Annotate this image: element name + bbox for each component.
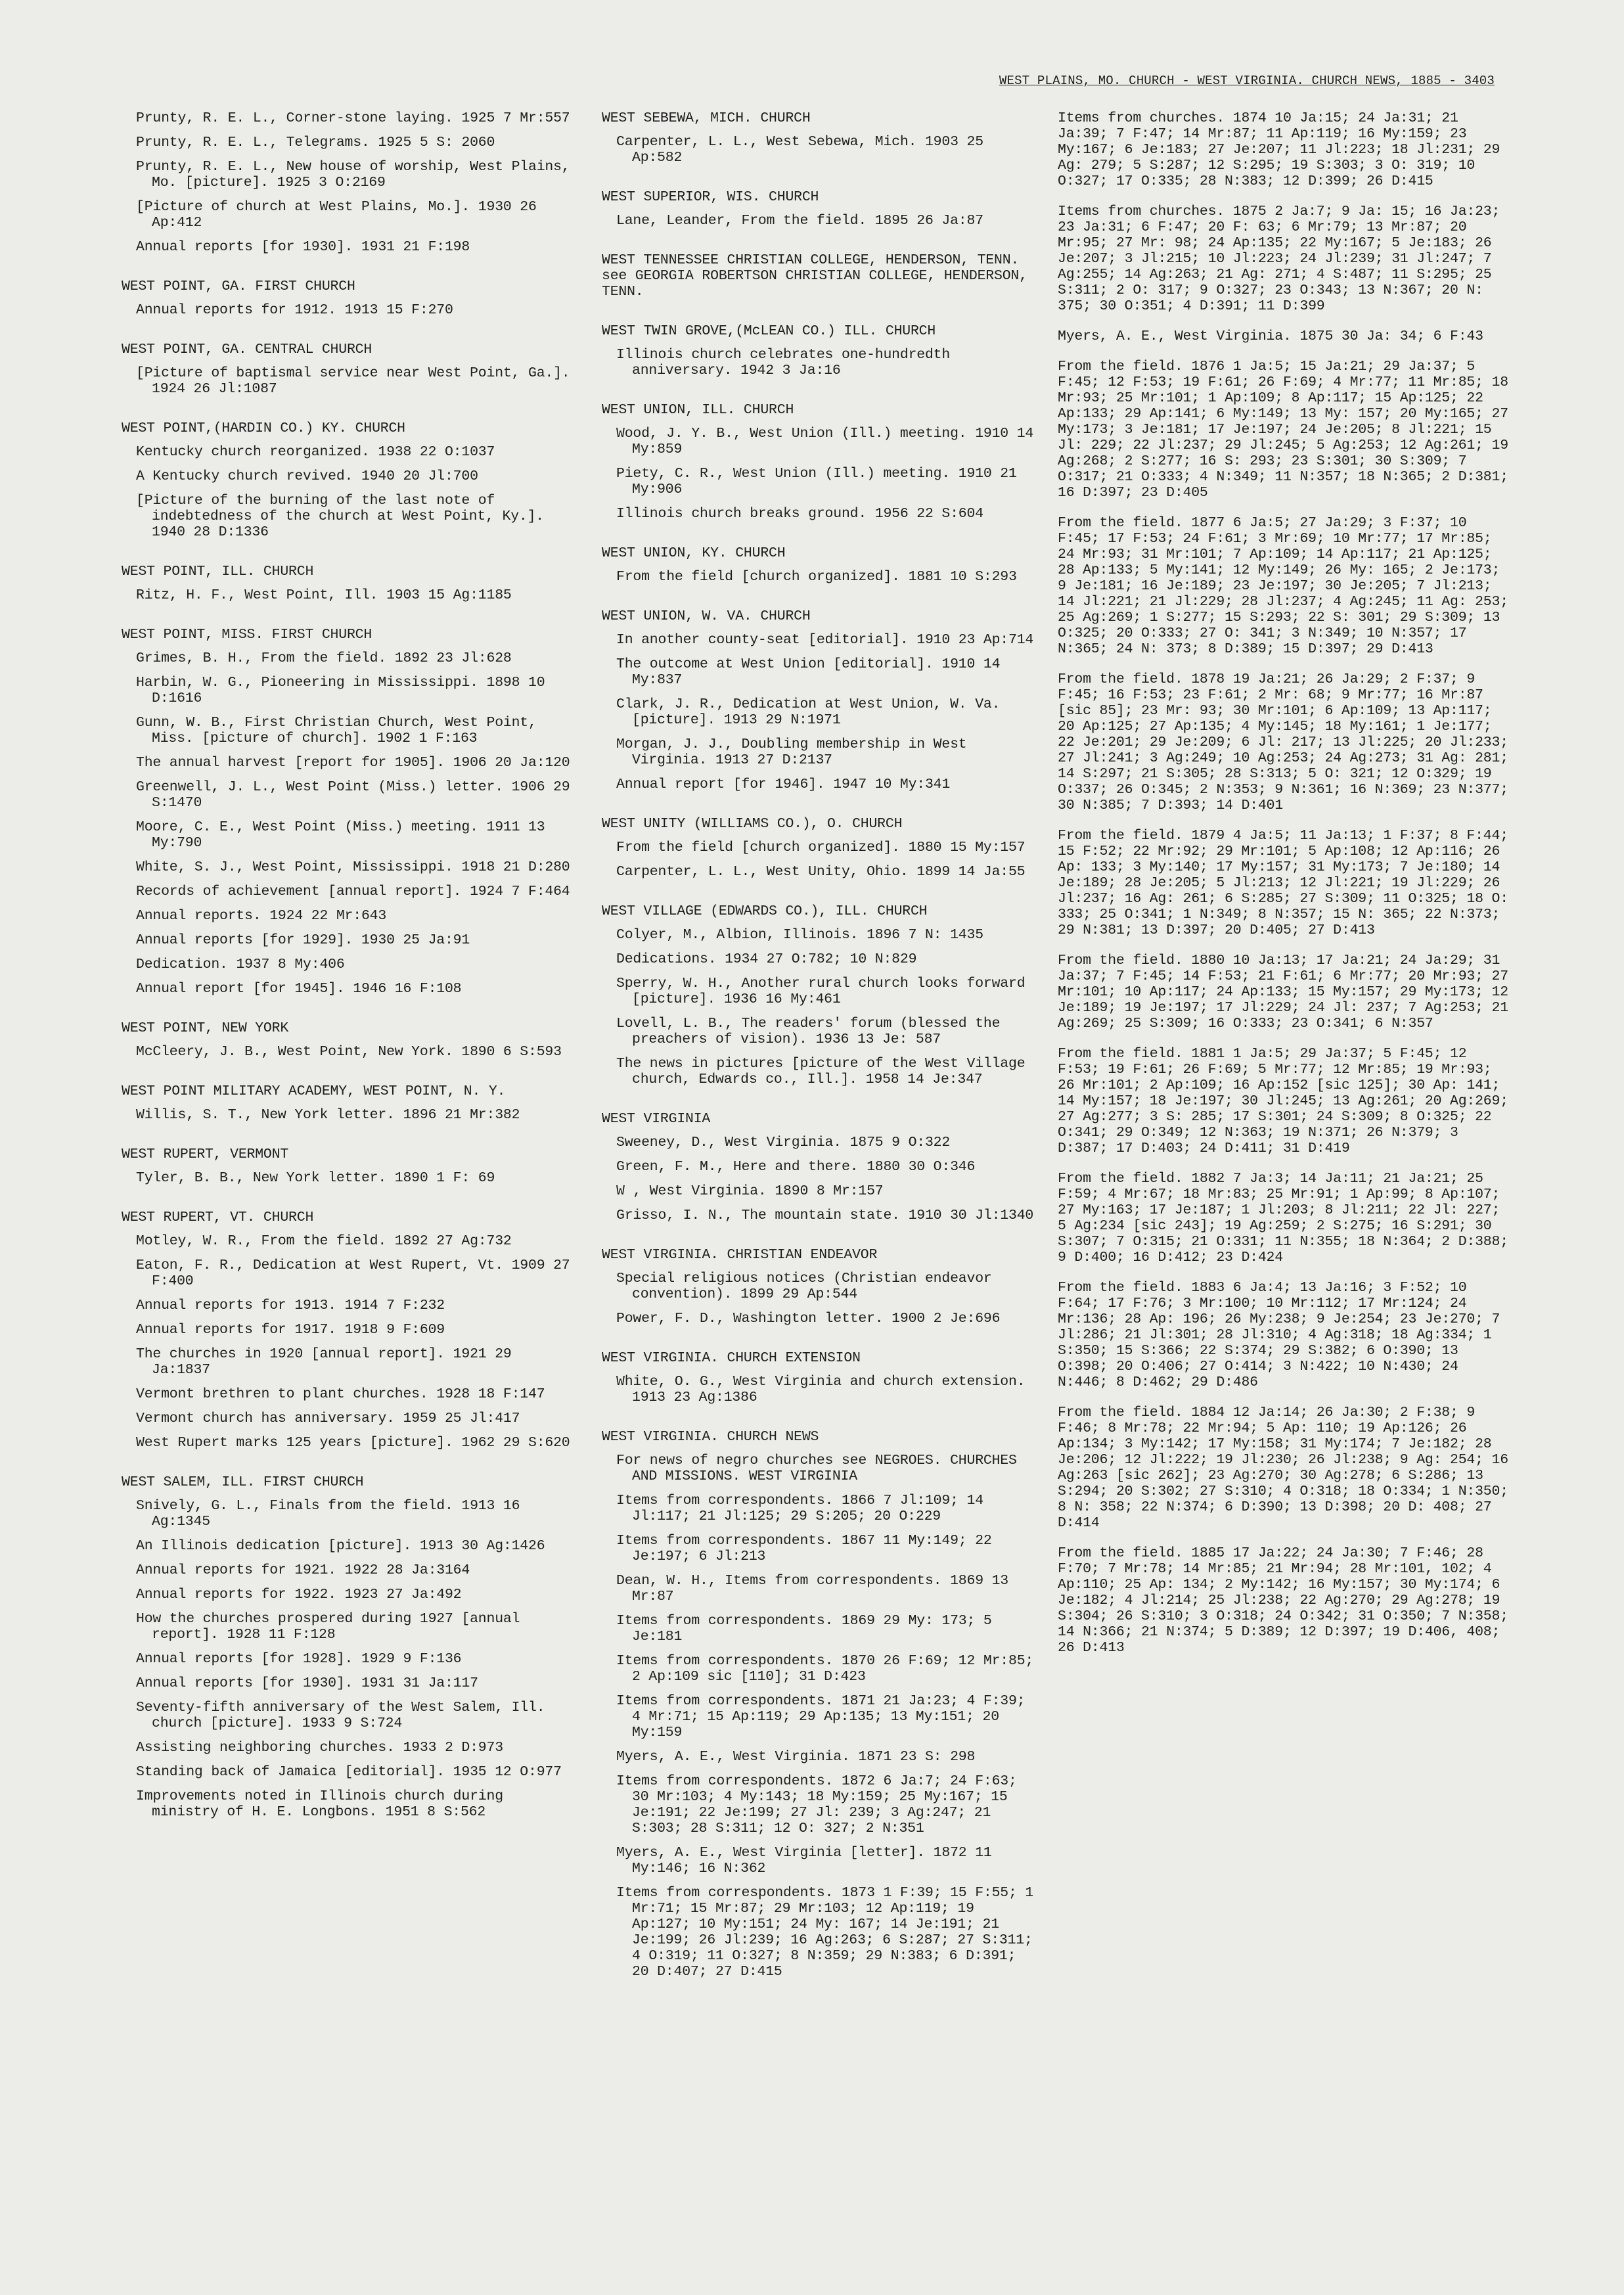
section-heading: WEST RUPERT, VT. CHURCH — [122, 1210, 314, 1225]
index-section — [122, 1210, 575, 1451]
section-heading: WEST POINT, ILL. CHURCH — [122, 564, 314, 579]
index-section — [602, 1247, 1035, 1327]
index-section — [602, 1350, 1035, 1405]
index-entry: Gunn, W. B., First Christian Church, West Point, Miss. [picture of church]. 1902 1 F:163 — [136, 715, 537, 746]
section-heading: WEST POINT MILITARY ACADEMY, WEST POINT, N. Y. — [122, 1083, 506, 1099]
index-entry: Annual reports for 1912. 1913 15 F:270 — [136, 302, 453, 318]
index-entry: Items from correspondents. 1872 6 Ja:7; 24 F:63; 30 Mr:103; 4 My:143; 18 My:159; 25 My:167; 15 Je:191; 22 Je:199; 27 Jl: 239; 3 Ag:247; 21 S:303; 28 S:311; 12 O: 327; 2 N:351 — [616, 1773, 1017, 1836]
index-entry: [Picture of church at West Plains, Mo.]. 1930 26 Ap:412 — [136, 199, 537, 231]
section-heading: WEST SEBEWA, MICH. CHURCH — [602, 110, 811, 126]
index-section — [602, 1429, 1035, 1980]
index-entry: A Kentucky church revived. 1940 20 Jl:700 — [136, 468, 478, 484]
section-heading: WEST SUPERIOR, WIS. CHURCH — [602, 189, 819, 205]
index-entry: From the field. 1876 1 Ja:5; 15 Ja:21; 29 Ja:37; 5 F:45; 12 F:53; 19 F:61; 26 F:69; 4 Mr:77; 11 Mr:85; 18 Mr:93; 25 Mr:101; 1 Ap:109; 8 Ap:117; 15 Ap:125; 22 Ap:133; 29 Ap:141; 6 My:149; 13 My: 157; 20 My:165; 27 My:173; 3 Je:181; 17 Je:197; 24 Je:205; 8 Jl:221; 15 Jl: 229; 22 Jl:237; 29 Jl:245; 5 Ag:253; 12 Ag:261; 19 Ag:268; 2 S:277; 16 S: 293; 23 S:301; 30 S:309; 7 O:317; 21 O:333; 4 N:349; 11 N:357; 18 N:365; 2 D:381; 16 D:397; 23 D:405 — [1058, 359, 1508, 501]
index-section — [602, 608, 1035, 792]
column-1 — [122, 110, 575, 1829]
index-entry: Prunty, R. E. L., Corner-stone laying. 1925 7 Mr:557 — [136, 110, 570, 126]
index-entry: Vermont church has anniversary. 1959 25 Jl:417 — [136, 1411, 520, 1426]
index-entry: Items from correspondents. 1873 1 F:39; 15 F:55; 1 Mr:71; 15 Mr:87; 29 Mr:103; 12 Ap:119; 19 Ap:127; 10 My:151; 24 My: 167; 14 Je:191; 21 Je:199; 26 Jl:239; 16 Ag:263; 6 S:287; 27 S:311; 4 O:319; 11 O:327; 8 N:359; 29 N:383; 6 D:391; 20 D:407; 27 D:415 — [616, 1885, 1034, 1980]
index-entry: Items from correspondents. 1871 21 Ja:23; 4 F:39; 4 Mr:71; 15 Ap:119; 29 Ap:135; 13 My:151; 20 My:159 — [616, 1693, 1026, 1740]
index-entry: Morgan, J. J., Doubling membership in West Virginia. 1913 27 D:2137 — [616, 737, 967, 768]
index-entry: Colyer, M., Albion, Illinois. 1896 7 N: 1435 — [616, 927, 983, 943]
index-entry: Standing back of Jamaica [editorial]. 1935 12 O:977 — [136, 1764, 562, 1780]
index-entry: Annual reports [for 1928]. 1929 9 F:136 — [136, 1651, 462, 1667]
index-section — [602, 402, 1035, 522]
section-heading: WEST UNION, KY. CHURCH — [602, 545, 786, 561]
index-entry: The news in pictures [picture of the West Village church, Edwards co., Ill.]. 1958 14 Je:347 — [616, 1056, 1026, 1087]
index-section — [122, 627, 575, 997]
index-entry: Snively, G. L., Finals from the field. 1913 16 Ag:1345 — [136, 1498, 520, 1530]
index-section — [602, 545, 1035, 585]
section-heading: WEST RUPERT, VERMONT — [122, 1147, 289, 1162]
index-entry: Myers, A. E., West Virginia [letter]. 1872 11 My:146; 16 N:362 — [616, 1845, 992, 1876]
index-section — [122, 110, 575, 255]
section-heading: WEST UNION, W. VA. CHURCH — [602, 608, 811, 624]
index-entry: From the field. 1877 6 Ja:5; 27 Ja:29; 3 F:37; 10 F:45; 17 F:53; 24 F:61; 3 Mr:69; 10 Mr:77; 17 Mr:85; 24 Mr:93; 31 Mr:101; 7 Ap:109; 14 Ap:117; 21 Ap:125; 28 Ap:133; 5 My:141; 12 My:149; 26 My: 165; 2 Je:173; 9 Je:181; 16 Je:189; 23 Je:197; 30 Je:205; 7 Jl:213; 14 Jl:221; 21 Jl:229; 28 Jl:237; 4 Ag:245; 11 Ag: 253; 25 Ag:269; 1 S:277; 15 S:293; 22 S: 301; 29 S:309; 13 O:325; 20 O:333; 27 O: 341; 3 N:349; 10 N:357; 17 N:365; 24 N: 373; 8 D:389; 15 D:397; 29 D:413 — [1058, 515, 1508, 657]
section-heading: WEST POINT, NEW YORK — [122, 1020, 289, 1036]
index-entry: Grisso, I. N., The mountain state. 1910 30 Jl:1340 — [616, 1208, 1034, 1223]
index-entry: From the field. 1881 1 Ja:5; 29 Ja:37; 5 F:45; 12 F:53; 19 F:61; 26 F:69; 5 Mr:77; 12 Mr:85; 19 Mr:93; 26 Mr:101; 2 Ap:109; 16 Ap:152 [sic 125]; 30 Ap: 141; 14 My:157; 18 Je:197; 30 Jl:245; 13 Ag:261; 20 Ag:269; 27 Ag:277; 3 S: 285; 17 S:301; 24 S:309; 8 O:325; 22 O:341; 29 O:349; 12 N:363; 19 N:371; 26 N:379; 3 D:387; 17 D:403; 24 D:411; 31 D:419 — [1058, 1046, 1508, 1156]
index-entry: White, O. G., West Virginia and church extension. 1913 23 Ag:1386 — [616, 1374, 1026, 1405]
index-entry: Annual reports for 1917. 1918 9 F:609 — [136, 1322, 445, 1338]
index-entry: Annual reports [for 1929]. 1930 25 Ja:91 — [136, 932, 470, 948]
index-entry: Dean, W. H., Items from correspondents. 1869 13 Mr:87 — [616, 1573, 1008, 1604]
index-entry: Annual reports [for 1930]. 1931 31 Ja:117 — [136, 1675, 478, 1691]
index-entry: From the field. 1883 6 Ja:4; 13 Ja:16; 3 F:52; 10 F:64; 17 F:76; 3 Mr:100; 10 Mr:112; 17 Mr:124; 24 Mr:136; 28 Ap: 196; 26 My:238; 9 Je:254; 23 Je:270; 7 Jl:286; 21 Jl:301; 28 Jl:310; 4 Ag:318; 18 Ag:334; 1 S:350; 15 S:366; 22 S:374; 29 S:382; 6 O:390; 13 O:398; 20 O:406; 27 O:414; 3 N:422; 10 N:430; 24 N:446; 8 D:462; 29 D:486 — [1058, 1280, 1500, 1390]
index-entry: Annual reports for 1922. 1923 27 Ja:492 — [136, 1587, 462, 1602]
index-entry: Sperry, W. H., Another rural church looks forward [picture]. 1936 16 My:461 — [616, 976, 1026, 1007]
section-heading: WEST TWIN GROVE,(McLEAN CO.) ILL. CHURCH — [602, 323, 936, 339]
index-entry: Special religious notices (Christian endeavor convention). 1899 29 Ap:544 — [616, 1271, 992, 1302]
index-entry: From the field. 1879 4 Ja:5; 11 Ja:13; 1 F:37; 8 F:44; 15 F:52; 22 Mr:92; 29 Mr:101; 5 Ap:108; 12 Ap:116; 26 Ap: 133; 3 My:140; 17 My:157; 31 My:173; 7 Je:180; 14 Je:189; 28 Je:205; 5 Jl:213; 12 Jl:221; 19 Jl:229; 26 Jl:237; 16 Ag: 261; 6 S:285; 27 S:309; 11 O:325; 18 O: 333; 25 O:341; 1 N:349; 8 N:357; 15 N: 365; 22 N:373; 29 N:381; 13 D:397; 20 D:405; 27 D:413 — [1058, 828, 1508, 938]
section-heading: WEST UNION, ILL. CHURCH — [602, 402, 794, 418]
index-section — [122, 279, 575, 318]
index-entry: Tyler, B. B., New York letter. 1890 1 F: 69 — [136, 1170, 495, 1186]
index-entry: Moore, C. E., West Point (Miss.) meeting. 1911 13 My:790 — [136, 819, 545, 851]
index-entry: [Picture of the burning of the last note of indebtedness of the church at West Point, Ky.]. 1940 28 D:1336 — [136, 493, 544, 540]
index-entry: [Picture of baptismal service near West Point, Ga.]. 1924 26 Jl:1087 — [136, 365, 570, 397]
section-heading: WEST VIRGINIA. CHRISTIAN ENDEAVOR — [602, 1247, 878, 1263]
section-heading: WEST VIRGINIA. CHURCH EXTENSION — [602, 1350, 861, 1366]
index-entry: Items from correspondents. 1867 11 My:149; 22 Je:197; 6 Jl:213 — [616, 1533, 992, 1564]
index-entry: Annual reports. 1924 22 Mr:643 — [136, 908, 387, 924]
section-heading: WEST VILLAGE (EDWARDS CO.), ILL. CHURCH — [602, 903, 928, 919]
index-section — [122, 1147, 575, 1186]
index-entry: Dedications. 1934 27 O:782; 10 N:829 — [616, 951, 917, 967]
section-heading: WEST VIRGINIA. CHURCH NEWS — [602, 1429, 819, 1445]
index-entry: Sweeney, D., West Virginia. 1875 9 O:322 — [616, 1135, 951, 1150]
index-entry: The annual harvest [report for 1905]. 1906 20 Ja:120 — [136, 755, 570, 771]
index-entry: Lane, Leander, From the field. 1895 26 Ja:87 — [616, 213, 983, 229]
index-entry: West Rupert marks 125 years [picture]. 1962 29 S:620 — [136, 1435, 570, 1451]
index-entry: Illinois church celebrates one-hundredth anniversary. 1942 3 Ja:16 — [616, 347, 951, 378]
index-section — [122, 564, 575, 603]
index-entry: Items from correspondents. 1869 29 My: 173; 5 Je:181 — [616, 1613, 992, 1645]
index-section — [1052, 110, 1516, 1656]
index-entry: White, S. J., West Point, Mississippi. 1918 21 D:280 — [136, 859, 570, 875]
column-2 — [602, 110, 1035, 1988]
index-entry: Annual reports for 1921. 1922 28 Ja:3164 — [136, 1562, 470, 1578]
index-entry: Prunty, R. E. L., Telegrams. 1925 5 S: 2060 — [136, 135, 495, 150]
index-entry: Myers, A. E., West Virginia. 1875 30 Ja: 34; 6 F:43 — [1058, 329, 1483, 344]
index-entry: W , West Virginia. 1890 8 Mr:157 — [616, 1183, 884, 1199]
index-section — [602, 323, 1035, 378]
index-entry: The churches in 1920 [annual report]. 1921 29 Ja:1837 — [136, 1346, 512, 1378]
section-heading: WEST UNITY (WILLIAMS CO.), O. CHURCH — [602, 816, 903, 832]
index-entry: Piety, C. R., West Union (Ill.) meeting. 1910 21 My:906 — [616, 466, 1017, 497]
index-entry: Power, F. D., Washington letter. 1900 2 Je:696 — [616, 1311, 1001, 1327]
section-heading: WEST TENNESSEE CHRISTIAN COLLEGE, HENDERSON, TENN. see GEORGIA ROBERTSON CHRISTIAN COLLEGE, HENDERSON, TENN. — [602, 252, 1027, 300]
index-entry: Records of achievement [annual report]. 1924 7 F:464 — [136, 884, 570, 899]
index-section — [122, 1020, 575, 1060]
section-heading: WEST VIRGINIA — [602, 1111, 711, 1127]
index-entry: Harbin, W. G., Pioneering in Mississippi. 1898 10 D:1616 — [136, 675, 545, 706]
index-section — [602, 189, 1035, 229]
index-entry: Items from churches. 1875 2 Ja:7; 9 Ja: 15; 16 Ja:23; 23 Ja:31; 6 F:47; 20 F: 63; 6 Mr:79; 13 Mr:87; 20 Mr:95; 27 Mr: 98; 24 Ap:135; 22 My:167; 5 Je:183; 26 Je:207; 3 Jl:215; 10 Jl:223; 24 Jl:239; 31 Jl:247; 7 Ag:255; 14 Ag:263; 21 Ag: 271; 4 S:487; 11 S:295; 25 S:311; 2 O: 317; 9 O:327; 23 O:343; 13 N:367; 20 N: 375; 30 O:351; 4 D:391; 11 D:399 — [1058, 204, 1500, 314]
index-entry: Carpenter, L. L., West Unity, Ohio. 1899 14 Ja:55 — [616, 864, 1026, 880]
index-entry: Annual reports [for 1930]. 1931 21 F:198 — [136, 239, 470, 255]
index-section — [602, 1111, 1035, 1223]
index-entry: Grimes, B. H., From the field. 1892 23 Jl:628 — [136, 650, 512, 666]
index-entry: Ritz, H. F., West Point, Ill. 1903 15 Ag:1185 — [136, 587, 512, 603]
index-entry: Willis, S. T., New York letter. 1896 21 Mr:382 — [136, 1107, 520, 1123]
section-heading: WEST POINT, GA. CENTRAL CHURCH — [122, 342, 372, 357]
section-heading: WEST POINT,(HARDIN CO.) KY. CHURCH — [122, 420, 405, 436]
index-entry: Motley, W. R., From the field. 1892 27 Ag:732 — [136, 1233, 512, 1249]
index-entry: Items from churches. 1874 10 Ja:15; 24 Ja:31; 21 Ja:39; 7 F:47; 14 Mr:87; 11 Ap:119; 16 My:159; 23 My:167; 6 Je:183; 27 Je:207; 11 Jl:223; 18 Jl:231; 29 Ag: 279; 5 S:287; 12 S:295; 19 S:303; 3 O: 319; 10 O:327; 17 O:335; 28 N:383; 12 D:399; 26 D:415 — [1058, 110, 1500, 189]
index-section — [122, 1474, 575, 1820]
index-entry: From the field. 1880 10 Ja:13; 17 Ja:21; 24 Ja:29; 31 Ja:37; 7 F:45; 14 F:53; 21 F:61; 6 Mr:77; 20 Mr:93; 27 Mr:101; 10 Ap:117; 24 Ap:133; 15 My:157; 29 My:173; 12 Je:189; 19 Je:197; 17 Jl:229; 24 Jl: 237; 7 Ag:253; 21 Ag:269; 25 S:309; 16 O:333; 23 O:341; 6 N:357 — [1058, 953, 1508, 1032]
index-entry: Wood, J. Y. B., West Union (Ill.) meeting. 1910 14 My:859 — [616, 426, 1034, 457]
index-entry: McCleery, J. B., West Point, New York. 1890 6 S:593 — [136, 1044, 562, 1060]
index-entry: The outcome at West Union [editorial]. 1910 14 My:837 — [616, 656, 1001, 688]
index-entry: How the churches prospered during 1927 [annual report]. 1928 11 F:128 — [136, 1611, 520, 1643]
index-section — [602, 816, 1035, 880]
index-entry: Kentucky church reorganized. 1938 22 O:1037 — [136, 444, 495, 460]
index-entry: Dedication. 1937 8 My:406 — [136, 957, 345, 972]
index-entry: Vermont brethren to plant churches. 1928 18 F:147 — [136, 1386, 545, 1402]
index-entry: Eaton, F. R., Dedication at West Rupert, Vt. 1909 27 F:400 — [136, 1258, 570, 1289]
index-entry: From the field [church organized]. 1881 10 S:293 — [616, 569, 1017, 585]
index-entry: Annual report [for 1945]. 1946 16 F:108 — [136, 981, 462, 997]
index-entry: Carpenter, L. L., West Sebewa, Mich. 1903 25 Ap:582 — [616, 134, 983, 166]
index-entry: An Illinois dedication [picture]. 1913 30 Ag:1426 — [136, 1538, 545, 1554]
column-3 — [1052, 110, 1516, 1670]
index-entry: Annual reports for 1913. 1914 7 F:232 — [136, 1298, 445, 1313]
index-entry: Greenwell, J. L., West Point (Miss.) letter. 1906 29 S:1470 — [136, 779, 570, 811]
index-entry: From the field. 1878 19 Ja:21; 26 Ja:29; 2 F:37; 9 F:45; 16 F:53; 23 F:61; 2 Mr: 68; 9 Mr:77; 16 Mr:87 [sic 85]; 23 Mr: 93; 30 Mr:101; 6 Ap:109; 13 Ap:117; 20 Ap:125; 27 Ap:135; 4 My:145; 18 My:161; 1 Je:177; 22 Je:201; 29 Je:209; 6 Jl: 217; 13 Jl:225; 20 Jl:233; 27 Jl:241; 3 Ag:249; 10 Ag:253; 24 Ag:273; 31 Ag: 281; 14 S:297; 21 S:305; 28 S:313; 5 O: 321; 12 O:329; 19 O:337; 26 O:345; 2 N:353; 9 N:361; 16 N:369; 23 N:377; 30 N:385; 7 D:393; 14 D:401 — [1058, 671, 1508, 813]
index-entry: Lovell, L. B., The readers' forum (blessed the preachers of vision). 1936 13 Je: 587 — [616, 1016, 1001, 1047]
section-heading: WEST SALEM, ILL. FIRST CHURCH — [122, 1474, 364, 1490]
index-entry: Illinois church breaks ground. 1956 22 S:604 — [616, 506, 983, 522]
index-section — [602, 252, 1035, 300]
index-entry: Seventy-fifth anniversary of the West Salem, Ill. church [picture]. 1933 9 S:724 — [136, 1700, 545, 1731]
index-entry: From the field. 1882 7 Ja:3; 14 Ja:11; 21 Ja:21; 25 F:59; 4 Mr:67; 18 Mr:83; 25 Mr:91; 1 Ap:99; 8 Ap:107; 27 My:163; 17 Je:187; 1 Jl:203; 8 Jl:211; 22 Jl: 227; 5 Ag:234 [sic 243]; 19 Ag:259; 2 S:275; 16 S:291; 30 S:307; 7 O:315; 21 O:331; 11 N:355; 18 N:364; 2 D:388; 9 D:400; 16 D:412; 23 D:424 — [1058, 1171, 1508, 1265]
page-header: WEST PLAINS, MO. CHURCH - WEST VIRGINIA. CHURCH NEWS, 1885 - 3403 — [999, 74, 1495, 88]
index-entry: Improvements noted in Illinois church during ministry of H. E. Longbons. 1951 8 S:562 — [136, 1788, 503, 1820]
section-heading: WEST POINT, GA. FIRST CHURCH — [122, 279, 355, 294]
index-section — [602, 903, 1035, 1087]
index-entry: Prunty, R. E. L., New house of worship, West Plains, Mo. [picture]. 1925 3 O:2169 — [136, 159, 570, 191]
index-entry: Myers, A. E., West Virginia. 1871 23 S: 298 — [616, 1749, 976, 1765]
index-entry: Clark, J. R., Dedication at West Union, W. Va. [picture]. 1913 29 N:1971 — [616, 696, 1001, 728]
index-entry: From the field. 1885 17 Ja:22; 24 Ja:30; 7 F:46; 28 F:70; 7 Mr:78; 14 Mr:85; 21 Mr:94; 28 Mr:101, 102; 4 Ap:110; 25 Ap: 134; 2 My:142; 16 My:157; 30 My:174; 6 Je:182; 4 Jl:214; 25 Jl:238; 22 Ag:270; 29 Ag:278; 19 S:304; 26 S:310; 3 O:318; 24 O:342; 31 O:350; 7 N:358; 14 N:366; 21 N:374; 5 D:389; 12 D:397; 19 D:406, 408; 26 D:413 — [1058, 1545, 1508, 1656]
section-heading: WEST POINT, MISS. FIRST CHURCH — [122, 627, 372, 643]
index-section — [122, 420, 575, 540]
index-entry: From the field. 1884 12 Ja:14; 26 Ja:30; 2 F:38; 9 F:46; 8 Mr:78; 22 Mr:94; 5 Ap: 110; 19 Ap:126; 26 Ap:134; 3 My:142; 17 My:158; 31 My:174; 7 Je:182; 28 Je:206; 12 Jl:222; 19 Jl:230; 26 Jl:238; 9 Ag: 254; 16 Ag:263 [sic 262]; 23 Ag:270; 30 Ag:278; 6 S:286; 13 S:294; 20 S:302; 27 S:310; 4 O:318; 18 O:334; 1 N:350; 8 N: 358; 22 N:374; 6 D:390; 13 D:398; 20 D: 408; 27 D:414 — [1058, 1405, 1508, 1531]
index-section — [602, 110, 1035, 166]
index-entry: Annual report [for 1946]. 1947 10 My:341 — [616, 777, 951, 792]
index-entry: In another county-seat [editorial]. 1910 23 Ap:714 — [616, 632, 1034, 648]
index-section — [122, 342, 575, 397]
index-entry: Items from correspondents. 1870 26 F:69; 12 Mr:85; 2 Ap:109 sic [110]; 31 D:423 — [616, 1653, 1034, 1685]
index-entry: For news of negro churches see NEGROES. CHURCHES AND MISSIONS. WEST VIRGINIA — [616, 1453, 1017, 1484]
index-entry: Green, F. M., Here and there. 1880 30 O:346 — [616, 1159, 976, 1175]
index-entry: Items from correspondents. 1866 7 Jl:109; 14 Jl:117; 21 Jl:125; 29 S:205; 20 O:229 — [616, 1493, 983, 1524]
index-entry: From the field [church organized]. 1880 15 My:157 — [616, 840, 1026, 855]
index-entry: Assisting neighboring churches. 1933 2 D:973 — [136, 1740, 503, 1756]
index-section — [122, 1083, 575, 1123]
